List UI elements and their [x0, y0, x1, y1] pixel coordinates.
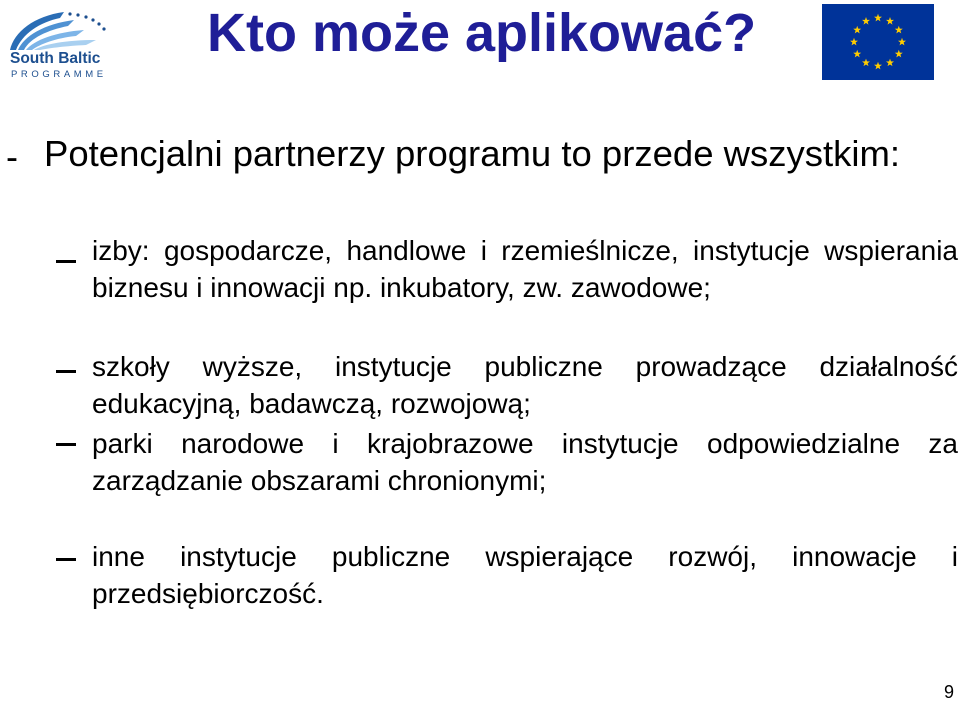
- list-item-other-institutions: inne instytucje publiczne wspierające rozwój, innowacje i przedsiębiorczość.: [92, 541, 958, 609]
- page-title: Kto może aplikować?: [207, 3, 757, 63]
- eu-flag-icon: [822, 4, 934, 80]
- intro-text: Potencjalni partnerzy programu to przede wszystkim:: [44, 133, 901, 174]
- page-number: 9: [943, 682, 954, 702]
- list-item-universities: szkoły wyższe, instytucje publiczne prowadzące działalność edukacyjną, badawczą, rozwojową;: [92, 351, 958, 419]
- list-dash: [56, 558, 76, 561]
- list-dash: [56, 370, 76, 373]
- logo-name: South Baltic: [10, 50, 101, 67]
- list-item-chambers: izby: gospodarcze, handlowe i rzemieślnicze, instytucje wspierania biznesu i innowacji np. inkubatory, zw. zawodowe;: [92, 235, 958, 303]
- intro-bullet: -: [6, 136, 18, 177]
- logo-subtitle: PROGRAMME: [11, 69, 107, 80]
- list-dash: [56, 260, 76, 263]
- list-item-parks: parki narodowe i krajobrazowe instytucje odpowiedzialne za zarządzanie obszarami chronionymi;: [92, 428, 958, 496]
- list-dash: [56, 443, 76, 446]
